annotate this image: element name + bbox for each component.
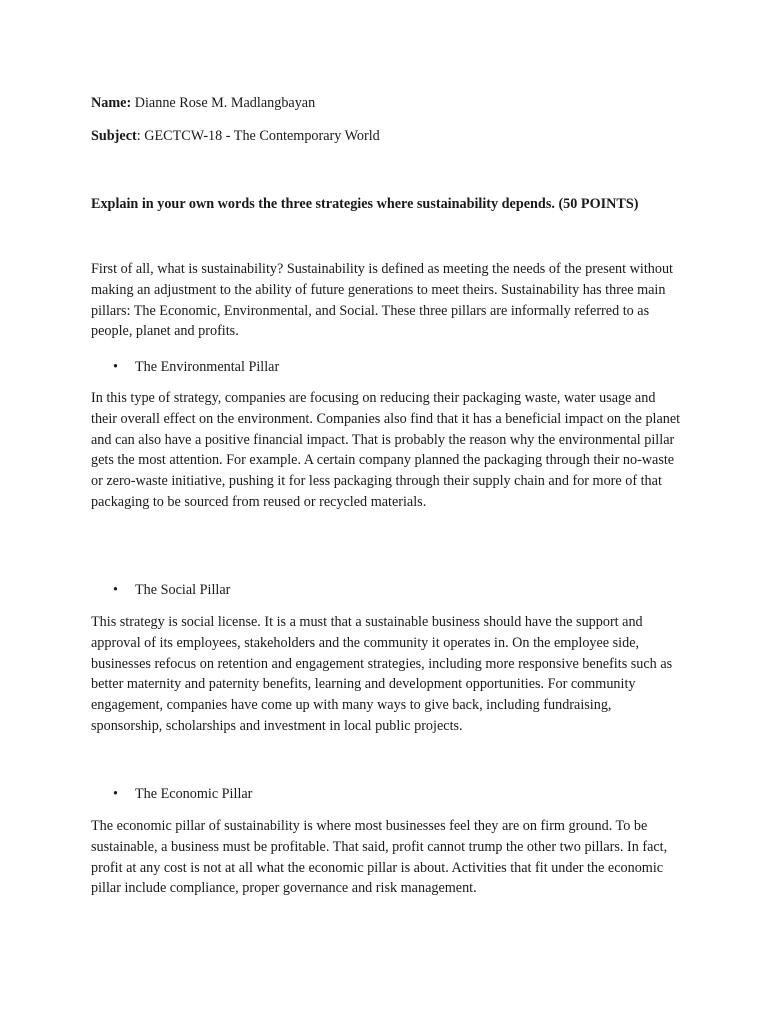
economic-paragraph: The economic pillar of sustainability is where most businesses feel they are on firm ground. To be sustainable, a business must be profitable. That said, profit cannot trump the other two pillars. In fact, profit at any cost is not at all what the economic pillar is about. Activities that fit under the economic pillar include compliance, proper governance and risk management. (91, 818, 668, 897)
intro-paragraph: First of all, what is sustainability? Sustainability is defined as meeting the needs of the present without making an adjustment to the ability of future generations to meet theirs. Sustainability has three main pillars: The Economic, Environmental, and Social. These three pillars are informally referred to as people, planet and profits. (91, 261, 673, 340)
name-line (91, 94, 681, 112)
name-label: Name: (91, 95, 132, 111)
subject-value: : GECTCW-18 - The Contemporary World (136, 128, 380, 144)
economic-heading: The Economic Pillar (135, 786, 253, 802)
subject-label: Subject (91, 128, 137, 144)
bullet-social (113, 581, 230, 599)
environmental-heading: The Environmental Pillar (135, 359, 280, 375)
social-paragraph: This strategy is social license. It is a must that a sustainable business should have the support and approval of its employees, stakeholders and the community it operates in. On the employee side, businesses refocus on retention and engagement strategies, including more responsive benefits such as better maternity and paternity benefits, learning and development opportunities. For community engagement, companies have come up with many ways to give back, including fundraising, sponsorship, scholarships and investment in local public projects. (91, 614, 673, 734)
social-heading: The Social Pillar (135, 582, 231, 598)
bullet-dot: • (113, 359, 118, 375)
environmental-paragraph: In this type of strategy, companies are focusing on reducing their packaging waste, water usage and their overall effect on the environment. Companies also find that it has a beneficial impact on the planet and can also have a positive financial impact. That is probably the reason why the environmental pillar gets the most attention. For example. A certain company planned the packaging through their no-waste or zero-waste initiative, pushing it for less packaging through their supply chain and for more of that packaging to be sourced from reused or recycled materials. (91, 390, 681, 510)
question-heading: Explain in your own words the three strategies where sustainability depends. (50 POINTS) (91, 196, 639, 212)
bullet-dot: • (113, 582, 118, 598)
bullet-economic (113, 785, 252, 803)
name-value: Dianne Rose M. Madlangbayan (134, 95, 316, 111)
subject-line (91, 127, 681, 145)
bullet-dot: • (113, 786, 118, 802)
bullet-environmental (113, 358, 279, 376)
